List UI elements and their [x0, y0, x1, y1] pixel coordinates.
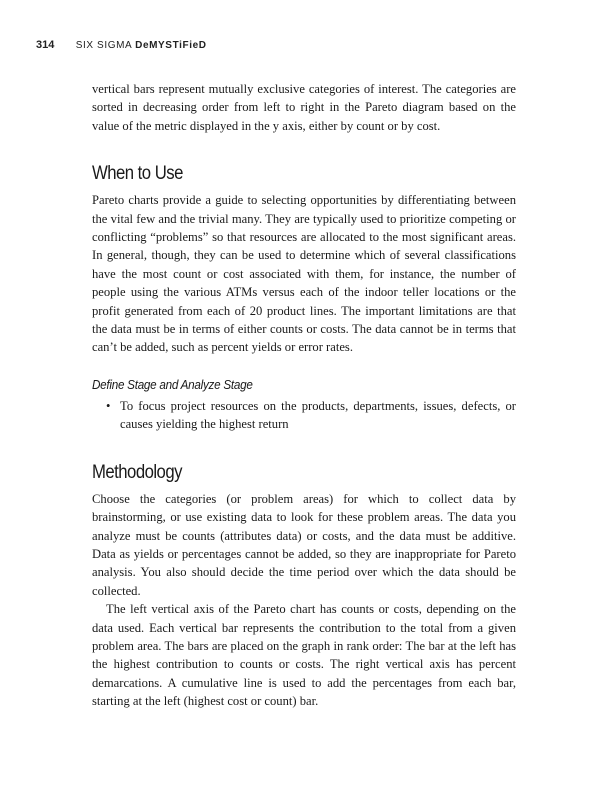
- page-number: 314: [36, 39, 55, 51]
- running-head: [36, 39, 207, 51]
- methodology-heading: Methodology: [92, 461, 182, 483]
- book-title-bold: DeMYSTiFieD: [135, 40, 207, 51]
- bullet-icon: •: [106, 398, 111, 413]
- intro-paragraph: vertical bars represent mutually exclusive categories of interest. The categories are sorted in decreasing order from left to right in the Pareto diagram based on the value of the metric displayed in the y axis, either by count or by cost.: [92, 82, 516, 133]
- bullet-list: [92, 397, 516, 434]
- methodology-paragraph-1: Choose the categories (or problem areas) for which to collect data by brainstorming, or use existing data to look for these problem areas. The data you analyze must be counts (attributes data) or costs, and the data must be additive. Data as yields or percentages cannot be added, so they are inappropriate for Pareto analysis. You also should decide the time period over which the data should be collected.: [92, 491, 516, 598]
- when-to-use-paragraph: Pareto charts provide a guide to selecting opportunities by differentiating between the vital few and the trivial many. They are typically used to prioritize competing or conflicting “problems” so that resources are allocated to the most significant areas. In general, though, they can be used to determine which of several classifications have the most count or cost associated with them, for instance, the number of people using the various ATMs versus each of the indoor teller locations or the profit generated from each of 20 product lines. The important limitations are that the data must be in terms of either counts or costs. The data cannot be in terms that can’t be added, such as percent yields or error rates.: [92, 193, 516, 355]
- methodology-paragraph-2: The left vertical axis of the Pareto chart has counts or costs, depending on the data used. Each vertical bar represents the contribution to the total from a given problem area. The bars are placed on the graph in rank order: The bar at the left has the highest contribution to counts or costs. The right vertical axis has percent demarcations. A cumulative line is used to add the percentages from each bar, starting at the left (highest cost or count) bar.: [92, 602, 516, 709]
- book-title: SIX SIGMA: [75, 40, 132, 51]
- define-analyze-subheading: Define Stage and Analyze Stage: [92, 376, 253, 392]
- list-item: [106, 397, 516, 434]
- when-to-use-heading: When to Use: [92, 163, 183, 185]
- page-body: [92, 80, 516, 711]
- list-item-text: To focus project resources on the products, departments, issues, defects, or causes yielding the highest return: [120, 398, 516, 432]
